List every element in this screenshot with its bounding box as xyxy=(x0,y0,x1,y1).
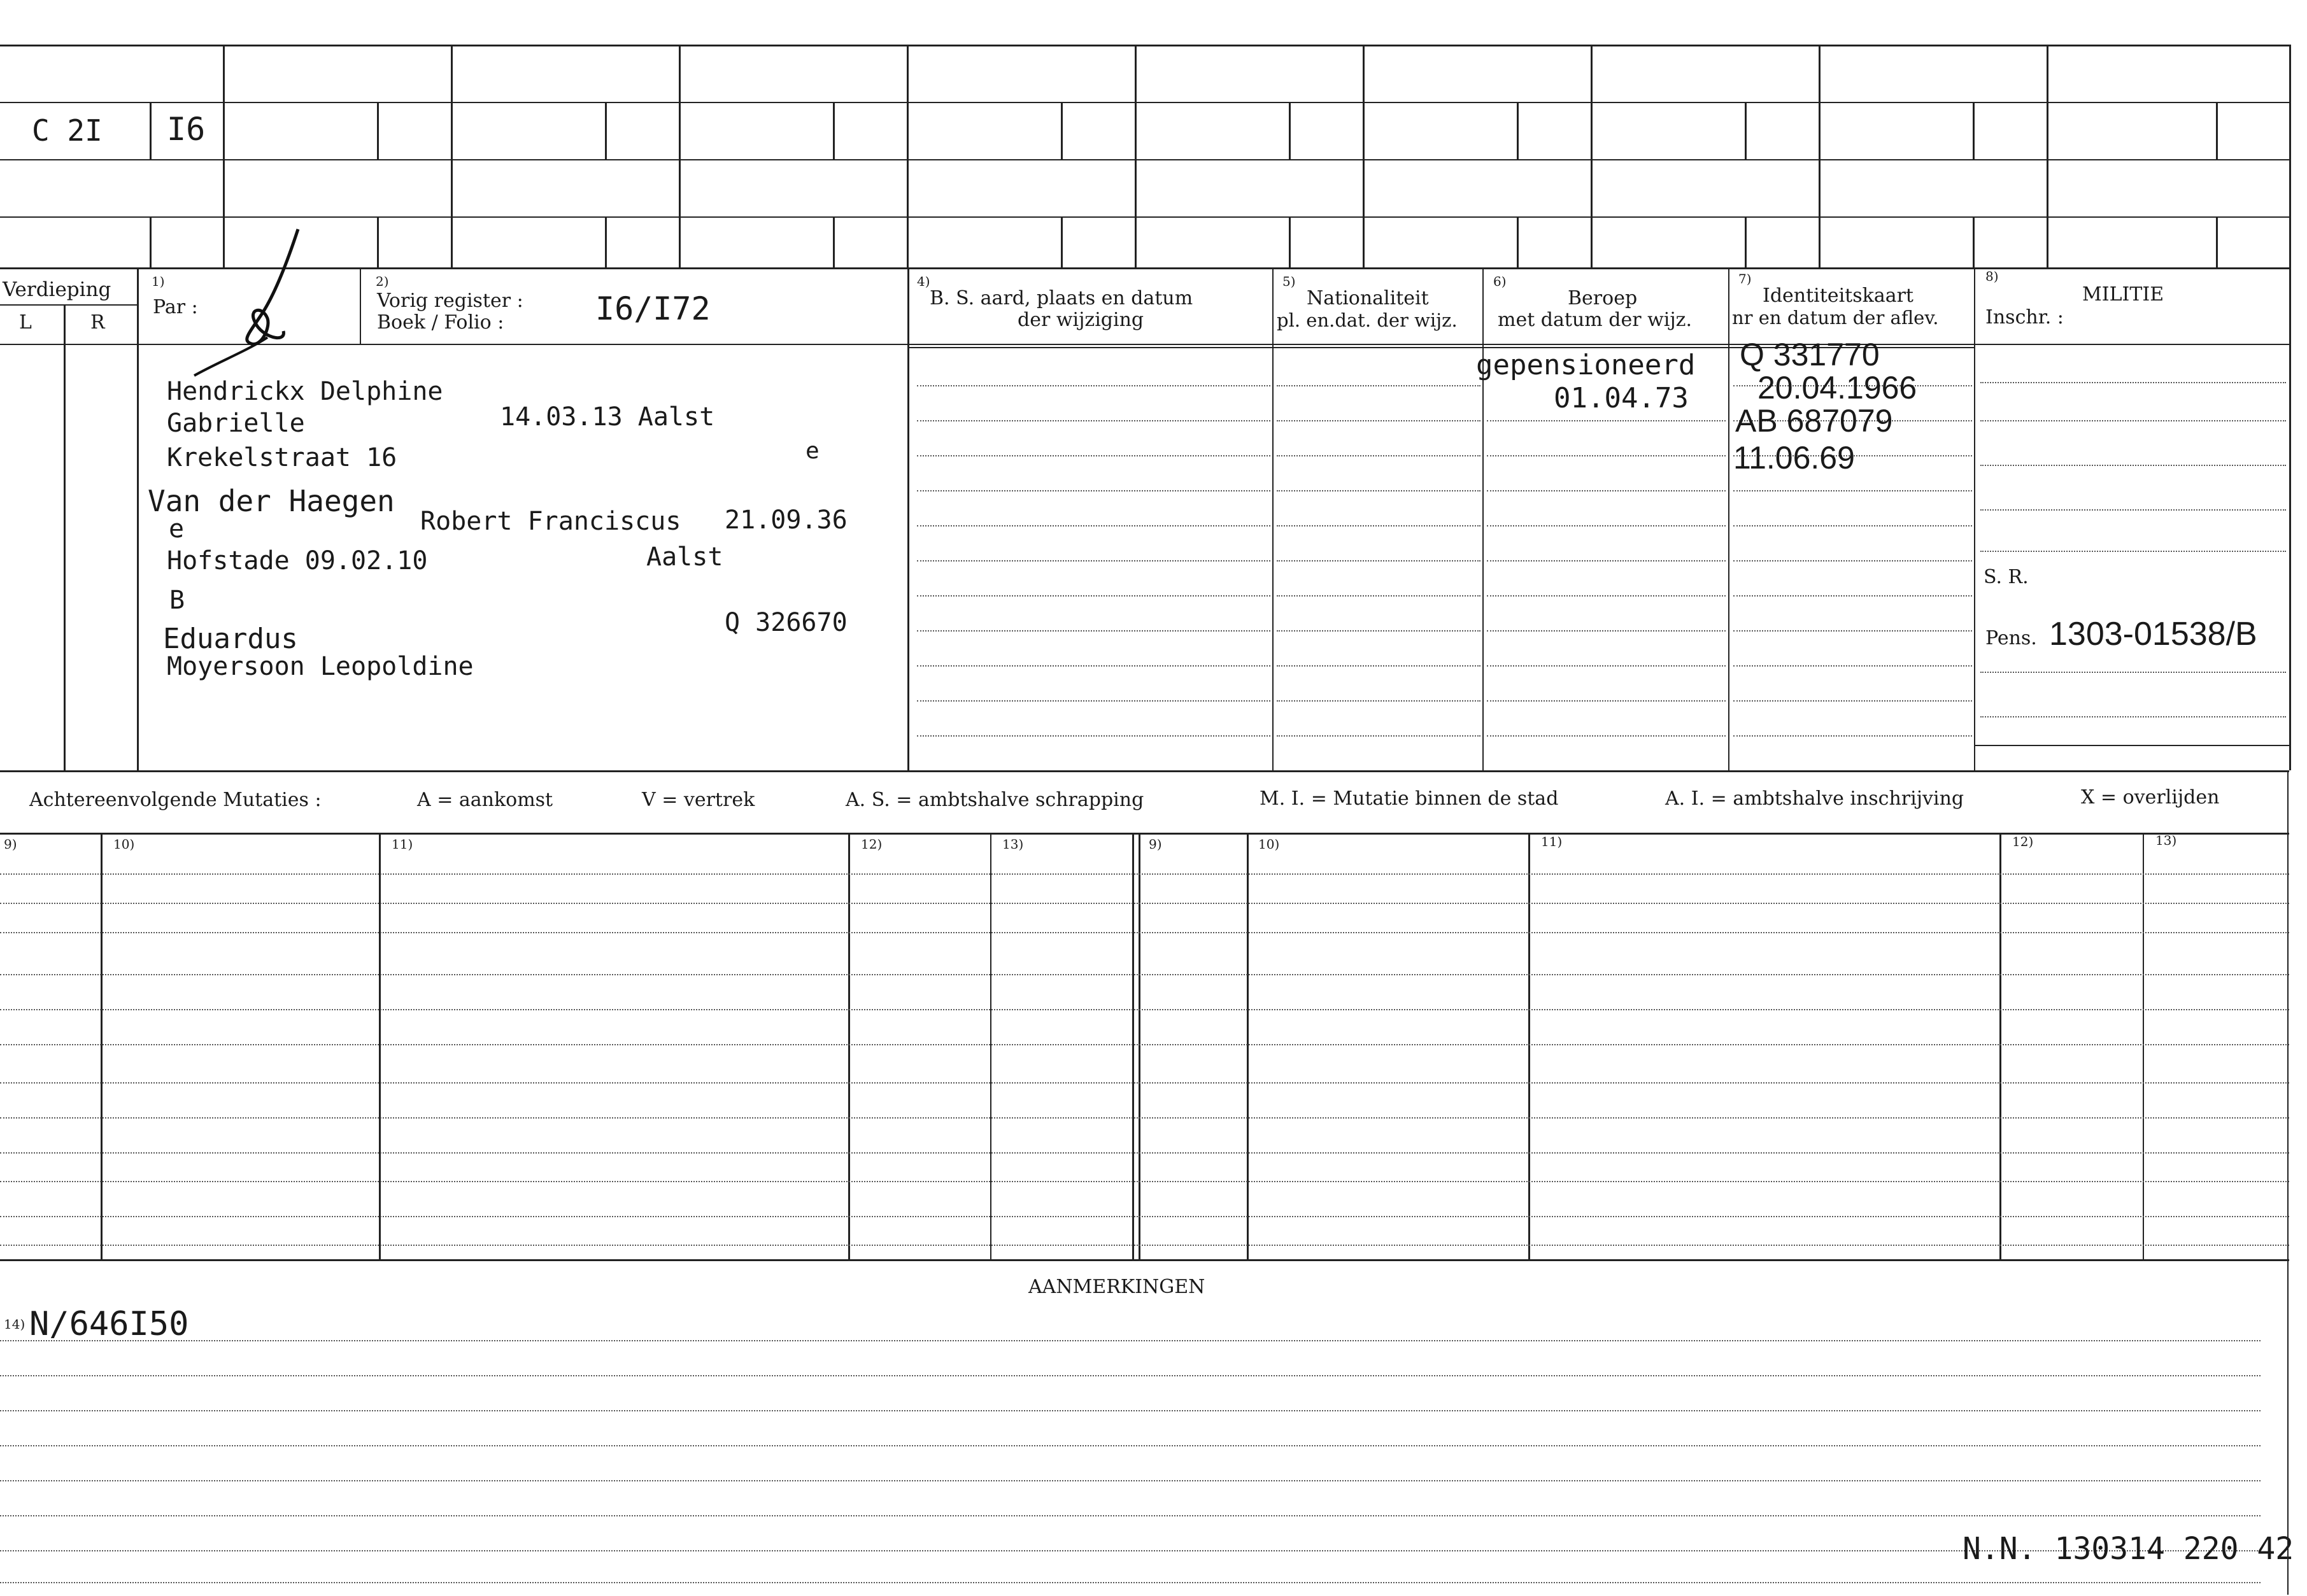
col1-num: 1) xyxy=(152,274,165,289)
spouse-birthplace: Hofstade 09.02.10 xyxy=(167,546,428,576)
spouse-prefix: e xyxy=(169,514,185,544)
beroep-label-2: met datum der wijz. xyxy=(1498,309,1692,331)
col6-num: 6) xyxy=(1493,274,1507,289)
person-id: Q 326670 xyxy=(725,608,848,637)
id-card-1: Q 331770 xyxy=(1740,337,1880,372)
col8-num: 8) xyxy=(1985,269,1999,284)
identiteitskaart-label-2: nr en datum der aflev. xyxy=(1732,307,1939,328)
militie-title: MILITIE xyxy=(2082,283,2164,306)
sr-label: S. R. xyxy=(1984,566,2029,588)
footer-nn: N.N. 130314 220 42 xyxy=(1963,1531,2294,1567)
aanmerkingen-value: N/646I50 xyxy=(29,1305,189,1343)
id-card-2-date: 11.06.69 xyxy=(1733,440,1855,476)
identiteitskaart-label: Identiteitskaart xyxy=(1763,285,1913,307)
spouse-place: Aalst xyxy=(646,542,723,572)
col4-num: 4) xyxy=(917,274,930,289)
verdieping-l: L xyxy=(19,311,32,334)
mutatie-code-schrapping: A. S. = ambtshalve schrapping xyxy=(846,789,1144,811)
mutatie-code-binnen-stad: M. I. = Mutatie binnen de stad xyxy=(1260,787,1559,810)
par-label: Par : xyxy=(153,296,198,318)
aanmerkingen-num: 14) xyxy=(4,1317,25,1332)
person-line-2-name: Gabrielle xyxy=(167,409,305,438)
mut-col-11b: 11) xyxy=(1541,834,1563,849)
code-1: C 2I xyxy=(32,113,103,148)
right-margin-line xyxy=(2287,770,2289,1595)
spouse-date: 21.09.36 xyxy=(725,505,848,535)
mut-col-10: 10) xyxy=(113,837,135,852)
col5-num: 5) xyxy=(1282,274,1296,289)
vorig-register-value: I6/I72 xyxy=(595,290,711,327)
id-card-1-date: 20.04.1966 xyxy=(1757,370,1917,406)
code-2: I6 xyxy=(167,111,206,148)
bs-aard-label: B. S. aard, plaats en datum xyxy=(930,287,1193,309)
person-birth-date: 14.03.13 Aalst xyxy=(500,402,715,432)
mutatie-code-vertrek: V = vertrek xyxy=(642,789,755,811)
beroep-date: 01.04.73 xyxy=(1554,382,1689,414)
bs-aard-label-2: der wijziging xyxy=(1018,309,1144,331)
mut-col-10b: 10) xyxy=(1258,837,1280,852)
nationaliteit-label-2: pl. en.dat. der wijz. xyxy=(1277,309,1458,331)
person-line-6: B xyxy=(169,586,185,615)
mutatie-code-aankomst: A = aankomst xyxy=(417,789,553,811)
vorig-register-label: Vorig register : xyxy=(377,290,523,312)
spouse-surname: Van der Haegen xyxy=(148,484,395,518)
person-line-8: Moyersoon Leopoldine xyxy=(167,652,474,681)
boek-folio-label: Boek / Folio : xyxy=(377,311,504,334)
mut-col-9: 9) xyxy=(4,837,17,852)
nationaliteit-label: Nationaliteit xyxy=(1307,287,1429,309)
pens-label: Pens. xyxy=(1985,627,2037,649)
col2-num: 2) xyxy=(376,274,389,289)
beroep-label: Beroep xyxy=(1568,287,1638,309)
mut-col-12: 12) xyxy=(861,837,883,852)
mut-col-11: 11) xyxy=(392,837,413,852)
aanmerkingen-title: AANMERKINGEN xyxy=(1028,1276,1205,1298)
id-card-2: AB 687079 xyxy=(1735,403,1893,439)
verdieping-r: R xyxy=(90,311,105,334)
mutatie-code-overlijden: X = overlijden xyxy=(2081,786,2220,809)
mut-col-9b: 9) xyxy=(1149,837,1162,852)
person-line-1: Hendrickx Delphine xyxy=(167,377,443,406)
person-address: Krekelstraat 16 xyxy=(167,443,397,472)
mut-col-12b: 12) xyxy=(2012,834,2034,849)
person-mark-e: e xyxy=(806,438,820,464)
mut-col-13: 13) xyxy=(1002,837,1024,852)
mutaties-title: Achtereenvolgende Mutaties : xyxy=(29,789,322,811)
col7-num: 7) xyxy=(1738,271,1752,286)
par-signature xyxy=(191,226,331,392)
pens-value: 1303-01538/B xyxy=(2049,616,2257,653)
beroep-value: gepensioneerd xyxy=(1476,349,1696,381)
inschr-label: Inschr. : xyxy=(1985,306,2064,328)
person-line-7: Eduardus xyxy=(163,623,298,655)
spouse-names: Robert Franciscus xyxy=(420,507,681,536)
mut-col-13b: 13) xyxy=(2155,833,2177,848)
verdieping-label: Verdieping xyxy=(3,278,111,301)
mutatie-code-inschrijving: A. I. = ambtshalve inschrijving xyxy=(1665,787,1964,810)
